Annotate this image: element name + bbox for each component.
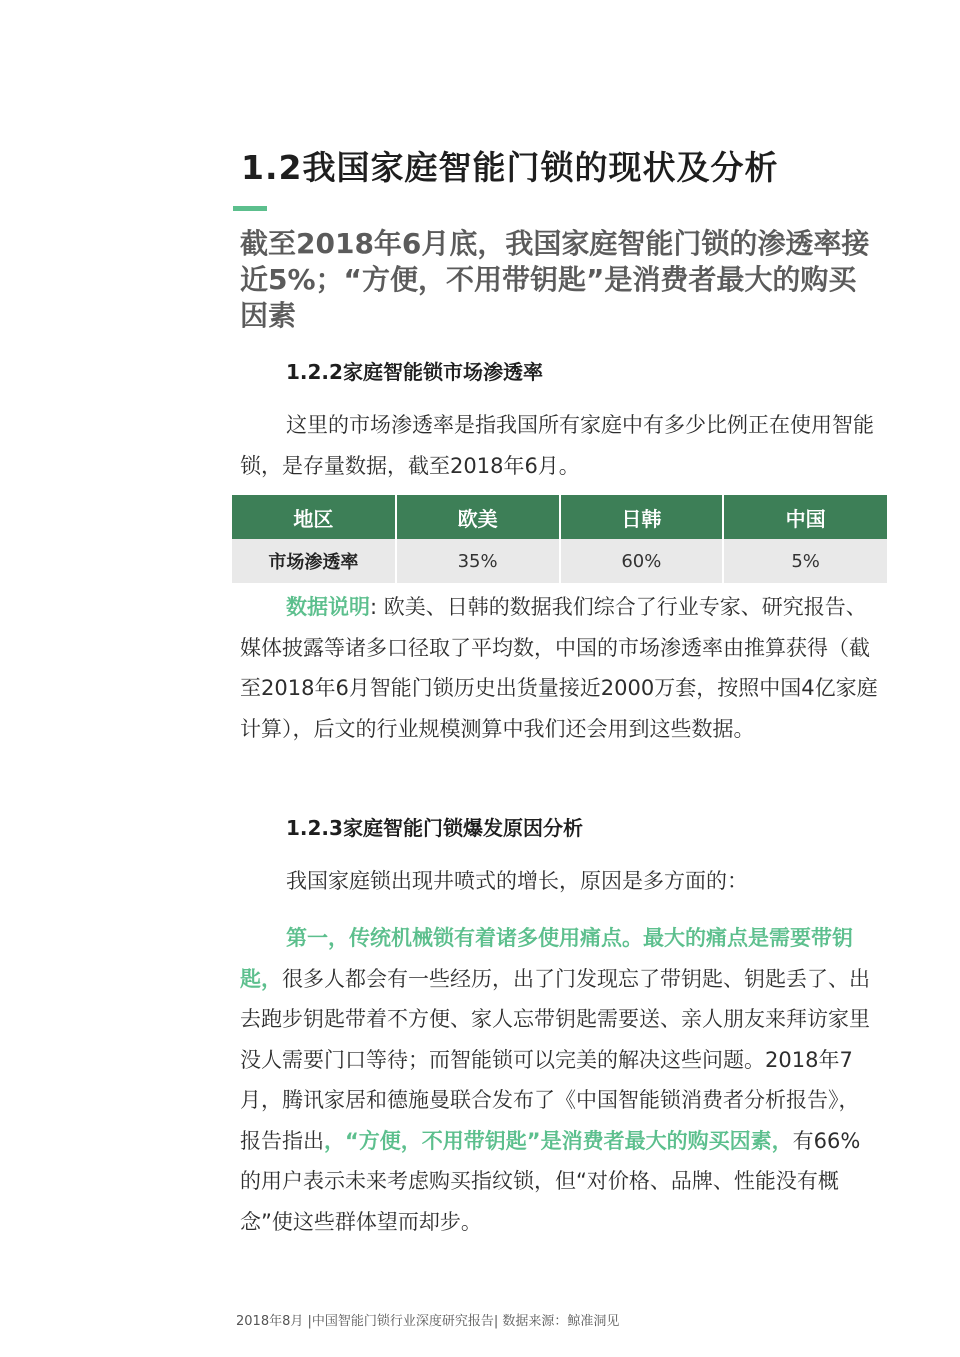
penetration-table <box>232 495 887 583</box>
data-note-text: 欧美、日韩的数据我们综合了行业专家、研究报告、媒体披露等诸多口径取了平均数，中国的市场渗透率由推算获得（截至2018年6月智能门锁历史出货量接近2000万套，按照中国4亿家庭计算），后文的行业规模测算中我们还会用到这些数据。 <box>240 595 878 741</box>
paragraph-first-reason <box>240 918 880 1242</box>
table-header-cell: 地区 <box>232 495 396 539</box>
table-cell: 5% <box>723 539 887 583</box>
table-header-cell: 中国 <box>723 495 887 539</box>
title-accent-bar <box>233 206 267 211</box>
purchase-factor-highlight: ，“方便，不用带钥匙”是消费者最大的购买因素， <box>324 1128 793 1153</box>
table-cell: 35% <box>396 539 560 583</box>
first-reason-text-continued: 有66%的用户表示未来考虑购买指纹锁，但“对价格、品牌、性能没有概念”使这些群体望而却步。 <box>240 1128 861 1234</box>
table-header-cell: 欧美 <box>396 495 560 539</box>
table-header-row <box>232 495 887 539</box>
paragraph-growth-intro: 我国家庭锁出现井喷式的增长，原因是多方面的： <box>286 869 748 893</box>
data-note-label: 数据说明 <box>286 595 370 619</box>
table-header-cell: 日韩 <box>560 495 724 539</box>
section-heading-1-2-2: 1.2.2家庭智能锁市场渗透率 <box>286 360 543 384</box>
table-row-label: 市场渗透率 <box>232 539 396 583</box>
page-title: 1.2我国家庭智能门锁的现状及分析 <box>241 148 779 187</box>
section-heading-1-2-3: 1.2.3家庭智能门锁爆发原因分析 <box>286 816 583 840</box>
page-footer: 2018年8月 |中国智能门锁行业深度研究报告| 数据来源：鲸准洞见 <box>236 1314 620 1329</box>
paragraph-penetration-definition: 这里的市场渗透率是指我国所有家庭中有多少比例正在使用智能锁，是存量数据，截至2018年6月。 <box>240 413 874 478</box>
page-subtitle: 截至2018年6月底，我国家庭智能门锁的渗透率接近5%；“方便，不用带钥匙”是消费者最大的购买因素 <box>240 227 870 332</box>
table-cell: 60% <box>560 539 724 583</box>
data-note-separator: : <box>370 595 384 619</box>
table-row <box>232 539 887 583</box>
paragraph-data-note <box>240 587 880 749</box>
first-reason-highlight: 第一，传统机械锁有着诸多使用痛点。最大的痛点是需要带钥匙， <box>240 926 853 991</box>
background-watermark <box>60 0 940 110</box>
first-reason-text: 很多人都会有一些经历，出了门发现忘了带钥匙、钥匙丢了、出去跑步钥匙带着不方便、家人忘带钥匙需要送、亲人朋友来拜访家里没人需要门口等待；而智能锁可以完美的解决这些问题。2018年7月，腾讯家居和德施曼联合发布了《中国智能锁消费者分析报告》，报告指出 <box>240 966 870 1153</box>
